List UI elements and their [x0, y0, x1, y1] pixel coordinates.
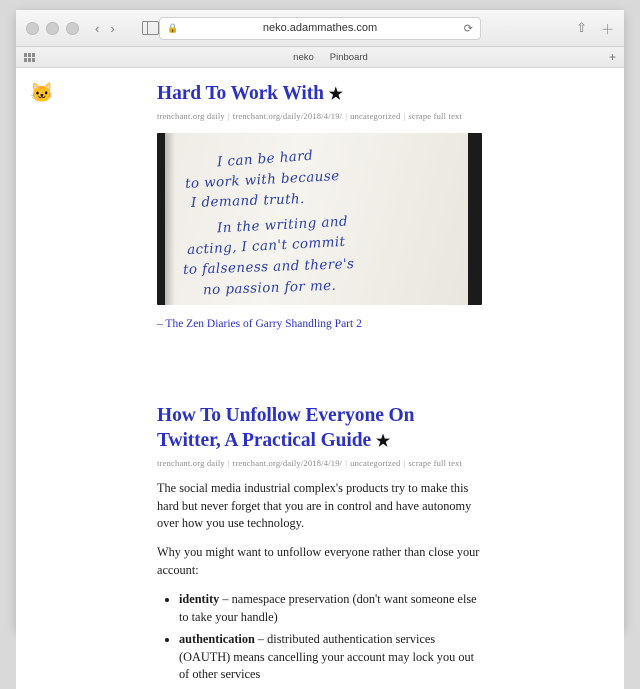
meta-category[interactable]: uncategorized	[350, 111, 401, 122]
meta-permalink[interactable]: trenchant.org/daily/2018/4/19/	[232, 111, 343, 122]
bookmarks-bar	[16, 47, 624, 68]
window-controls[interactable]	[26, 22, 79, 35]
meta-category[interactable]: uncategorized	[350, 458, 401, 469]
site-logo[interactable]: 🐱	[30, 83, 54, 104]
bookmark-item-pinboard[interactable]: Pinboard	[329, 51, 368, 63]
post-meta: trenchant.org daily | trenchant.org/daily/2018/4/19/ | uncategorized | scrape full text	[157, 458, 463, 469]
browser-window	[16, 10, 624, 682]
bookmark-items	[293, 52, 368, 63]
list-item-term: authentication	[179, 632, 255, 647]
star-icon[interactable]: ★	[375, 432, 391, 450]
close-window-button[interactable]	[26, 22, 39, 35]
page-content	[16, 68, 624, 689]
handwriting-line: I can be hard	[216, 148, 314, 171]
url-text: neko.adammathes.com	[262, 22, 378, 34]
meta-source[interactable]: trenchant.org daily	[157, 458, 225, 469]
handwriting-line: to falseness and there's	[182, 256, 355, 279]
meta-permalink[interactable]: trenchant.org/daily/2018/4/19/	[232, 458, 343, 469]
add-tab-button[interactable]: +	[608, 50, 616, 64]
post-title-text: How To Unfollow Everyone On Twitter, A Practical Guide	[157, 405, 415, 451]
page-title[interactable]	[157, 82, 482, 106]
list-item	[179, 631, 482, 683]
share-icon[interactable]: ⇧	[576, 20, 587, 35]
zoom-window-button[interactable]	[66, 22, 79, 35]
bullet-list	[157, 591, 482, 683]
article-column	[157, 82, 482, 684]
grid-icon[interactable]	[24, 53, 35, 62]
meta-source[interactable]: trenchant.org daily	[157, 111, 225, 122]
browser-toolbar	[16, 10, 624, 47]
handwritten-journal-photo	[157, 133, 482, 305]
list-item	[179, 591, 482, 626]
meta-scrape-full-text[interactable]: scrape full text	[408, 111, 463, 122]
minimize-window-button[interactable]	[46, 22, 59, 35]
page-title[interactable]	[157, 404, 482, 453]
handwriting-line: I demand truth.	[190, 191, 305, 212]
journal-page	[165, 133, 468, 305]
post-meta: trenchant.org daily | trenchant.org/daily/2018/4/19/ | uncategorized | scrape full text	[157, 111, 463, 122]
reload-icon[interactable]: ⟳	[463, 22, 473, 35]
tabs-overview-icon[interactable]: ＋	[600, 21, 614, 37]
handwriting-line: acting, I can't commit	[186, 234, 346, 259]
paragraph: The social media industrial complex's products try to make this hard but never forget that you are in control and have autonomy over how you use technology.	[157, 481, 472, 531]
sidebar-icon[interactable]	[142, 21, 159, 35]
handwriting-line: to work with because	[184, 168, 340, 193]
list-item-text: – distributed authentication services (OAUTH) means cancelling your account may lock you out of other services	[179, 632, 475, 682]
back-icon[interactable]: ‹	[95, 20, 100, 36]
paragraph: Why you might want to unfollow everyone rather than close your account:	[157, 545, 480, 577]
photo-caption[interactable]: – The Zen Diaries of Garry Shandling Part 2	[157, 318, 362, 331]
toolbar-right-buttons	[576, 19, 614, 38]
forward-icon[interactable]: ›	[110, 20, 115, 36]
star-icon[interactable]: ★	[328, 86, 343, 103]
handwriting-line: In the writing and	[216, 213, 349, 237]
navigation-buttons[interactable]	[95, 21, 159, 36]
meta-scrape-full-text[interactable]: scrape full text	[408, 458, 463, 469]
list-item-term: identity	[179, 592, 220, 607]
post-title-text: Hard To Work With	[157, 83, 324, 104]
lock-icon: 🔒	[167, 22, 179, 33]
address-bar[interactable]	[159, 17, 481, 40]
list-item-text: – namespace preservation (don't want someone else to take your handle)	[179, 592, 477, 624]
bookmark-item-neko[interactable]: neko	[293, 51, 314, 63]
handwriting-line: no passion for me.	[202, 278, 337, 299]
